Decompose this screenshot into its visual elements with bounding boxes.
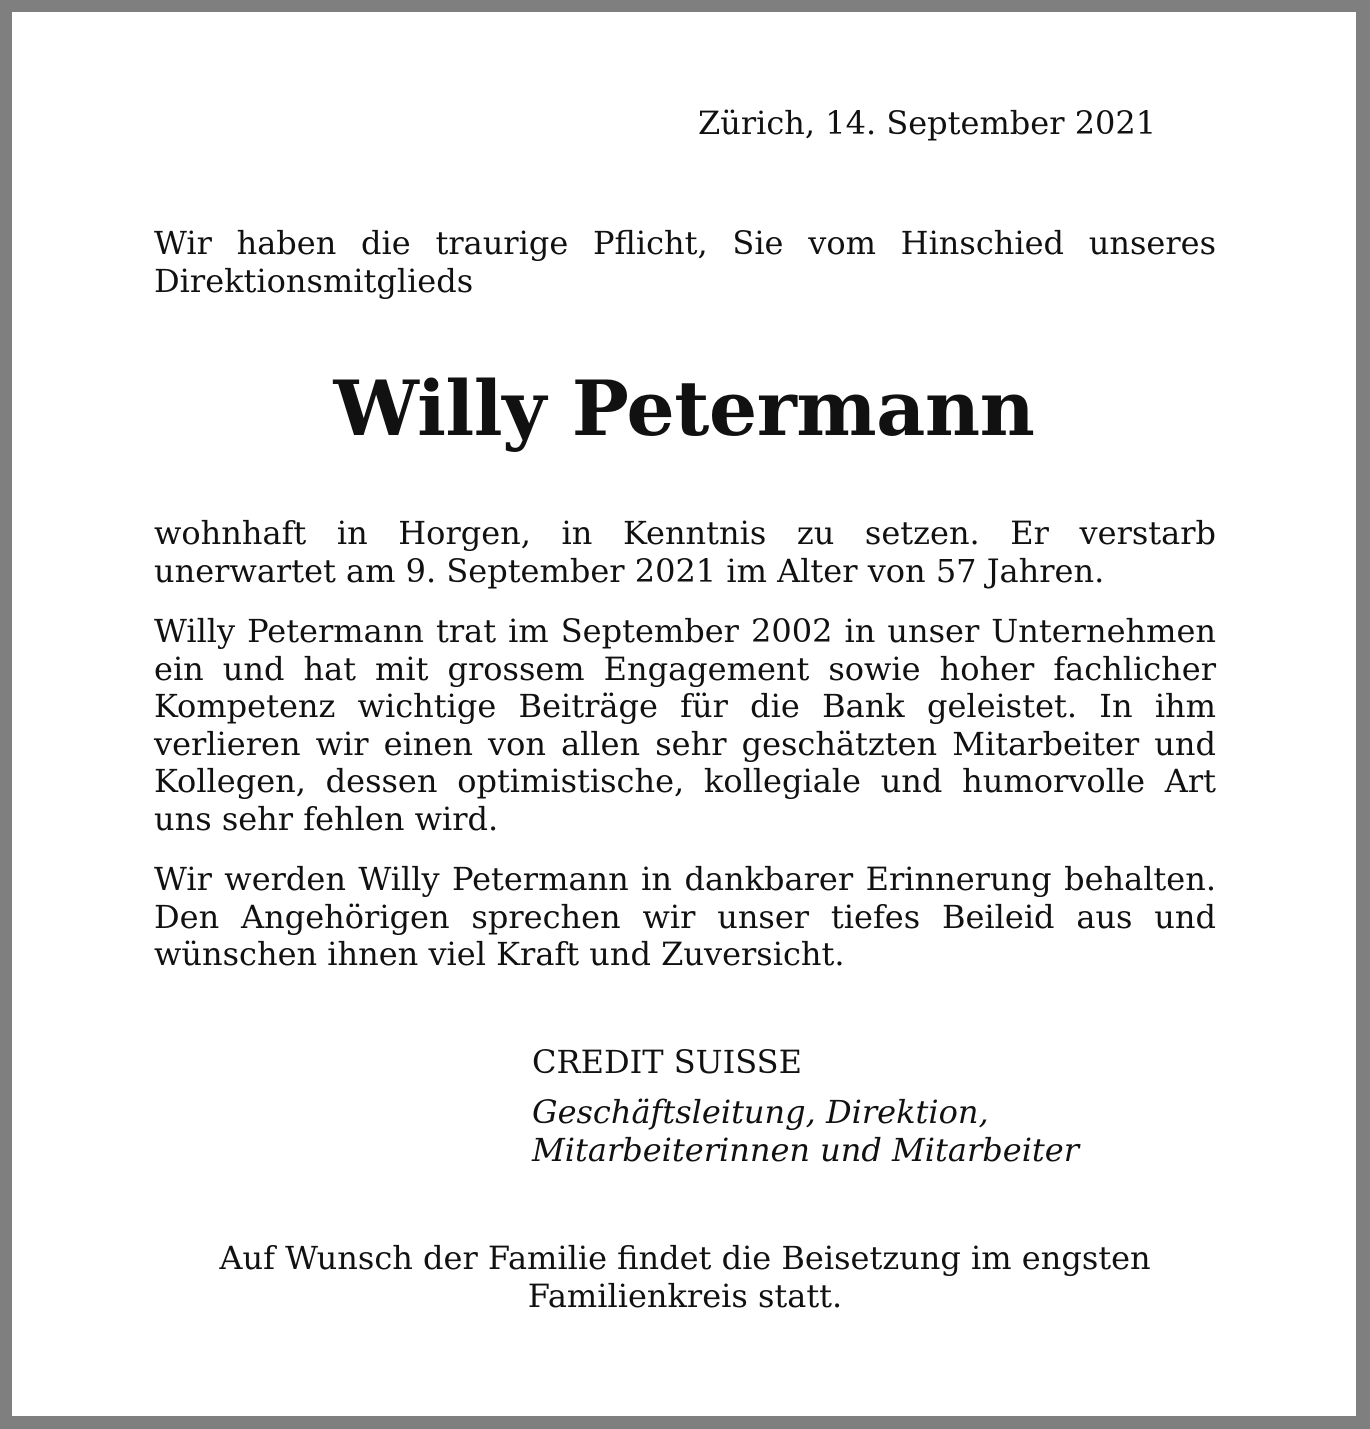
intro-paragraph xyxy=(154,225,1216,300)
condolence-paragraph: Wir werden Willy Petermann in dankbarer Erinnerung behalten. Den Angehörigen sprechen wir unser tiefes Beileid aus und wünschen ihnen viel Kraft und Zuversicht. xyxy=(154,860,1216,973)
funeral-note xyxy=(154,1239,1216,1315)
obituary-notice xyxy=(12,12,1356,1416)
signature-line-1: Geschäftsleitung, Direktion, xyxy=(532,1093,989,1131)
signature-signatories xyxy=(532,1093,1079,1169)
funeral-line-1: Auf Wunsch der Familie findet die Beisetzung im engsten xyxy=(219,1239,1151,1277)
notice-page xyxy=(12,12,1356,1416)
signature-line-2: Mitarbeiterinnen und Mitarbeiter xyxy=(532,1131,1080,1169)
intro-line-2: Direktionsmitglieds xyxy=(154,261,474,300)
date-line: Zürich, 14. September 2021 xyxy=(698,104,1157,142)
deceased-name: Willy Petermann xyxy=(333,364,1035,453)
funeral-line-2: Familienkreis statt. xyxy=(527,1277,843,1315)
career-paragraph: Willy Petermann trat im September 2002 in unser Unternehmen ein und hat mit grossem Engagement sowie hoher fachlicher Kompetenz wichtige Beiträge für die Bank geleistet. In ihm verlieren wir einen von allen sehr geschätzten Mitarbeiter und Kollegen, dessen optimistische, kollegiale und humorvolle Art uns sehr fehlen wird. xyxy=(154,612,1216,838)
intro-line-1: Wir haben die traurige Pflicht, Sie vom Hinschied unseres xyxy=(154,224,1216,262)
signature-organization: CREDIT SUISSE xyxy=(532,1043,802,1081)
residence-paragraph: wohnhaft in Horgen, in Kenntnis zu setzen. Er verstarb unerwartet am 9. September 2021 im Alter von 57 Jahren. xyxy=(154,514,1216,590)
